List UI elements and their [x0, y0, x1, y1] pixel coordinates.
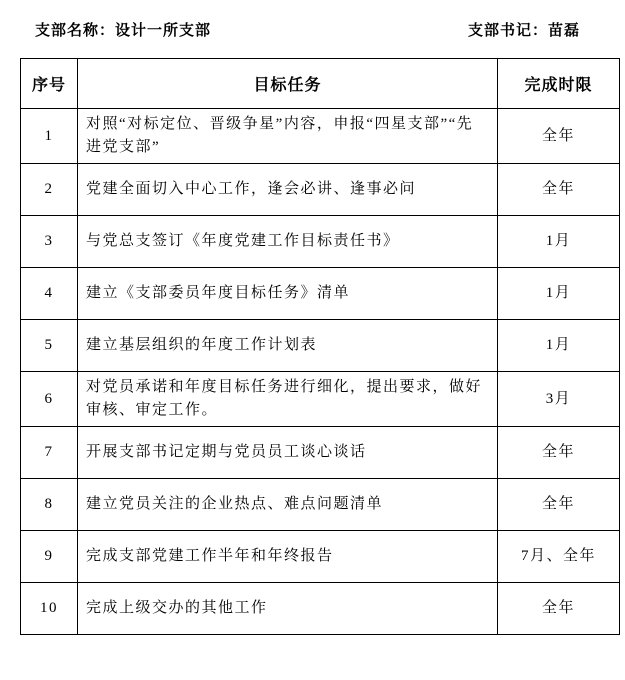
table-row: [21, 531, 620, 583]
header-row: [21, 59, 620, 109]
cell-task: 建立党员关注的企业热点、难点问题清单: [78, 479, 498, 531]
cell-no: 9: [21, 531, 78, 583]
header-cell-deadline: 完成时限: [498, 59, 620, 109]
cell-task: 开展支部书记定期与党员员工谈心谈话: [78, 427, 498, 479]
cell-deadline: 1月: [498, 216, 620, 268]
cell-task: 党建全面切入中心工作，逢会必讲、逢事必问: [78, 164, 498, 216]
cell-deadline: 7月、全年: [498, 531, 620, 583]
table-row: [21, 320, 620, 372]
table-row: [21, 268, 620, 320]
table-row: [21, 109, 620, 164]
tasks-table-head: [21, 59, 620, 109]
table-row: [21, 479, 620, 531]
cell-deadline: 全年: [498, 109, 620, 164]
cell-task: 完成上级交办的其他工作: [78, 583, 498, 635]
cell-task: 对党员承诺和年度目标任务进行细化，提出要求，做好审核、审定工作。: [78, 372, 498, 427]
cell-task: 建立《支部委员年度目标任务》清单: [78, 268, 498, 320]
cell-deadline: 全年: [498, 164, 620, 216]
header-cell-task: 目标任务: [78, 59, 498, 109]
cell-deadline: 全年: [498, 583, 620, 635]
cell-deadline: 1月: [498, 320, 620, 372]
table-row: [21, 427, 620, 479]
cell-no: 3: [21, 216, 78, 268]
cell-deadline: 全年: [498, 479, 620, 531]
cell-deadline: 全年: [498, 427, 620, 479]
table-row: [21, 164, 620, 216]
tasks-table: [20, 58, 620, 635]
cell-no: 5: [21, 320, 78, 372]
cell-no: 6: [21, 372, 78, 427]
branch-name-label: 支部名称：设计一所支部: [35, 23, 212, 39]
cell-task: 完成支部党建工作半年和年终报告: [78, 531, 498, 583]
cell-no: 10: [21, 583, 78, 635]
cell-task: 对照“对标定位、晋级争星”内容，申报“四星支部”“先进党支部”: [78, 109, 498, 164]
cell-deadline: 3月: [498, 372, 620, 427]
cell-task: 与党总支签订《年度党建工作目标责任书》: [78, 216, 498, 268]
cell-no: 8: [21, 479, 78, 531]
header-cell-no: 序号: [21, 59, 78, 109]
table-row: [21, 216, 620, 268]
document-header: [0, 0, 625, 40]
cell-no: 7: [21, 427, 78, 479]
table-row: [21, 372, 620, 427]
cell-no: 2: [21, 164, 78, 216]
cell-no: 4: [21, 268, 78, 320]
cell-deadline: 1月: [498, 268, 620, 320]
table-row: [21, 583, 620, 635]
cell-task: 建立基层组织的年度工作计划表: [78, 320, 498, 372]
cell-no: 1: [21, 109, 78, 164]
tasks-table-body: [21, 109, 620, 635]
secretary-label: 支部书记：苗磊: [467, 23, 580, 39]
